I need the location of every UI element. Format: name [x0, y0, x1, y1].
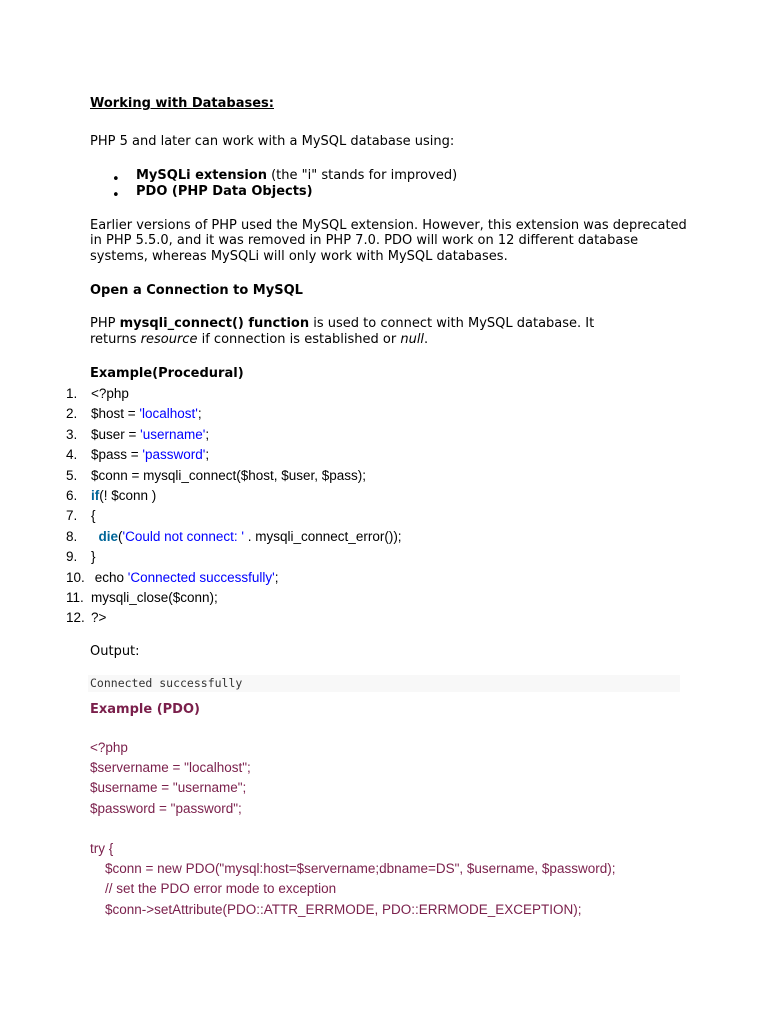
code-line: [91, 549, 96, 565]
pdo-code-line: $servername = "localhost";: [90, 760, 251, 775]
section-title: Open a Connection to MySQL: [90, 283, 303, 298]
code-keyword: if: [91, 488, 100, 503]
code-text: . mysqli_connect_error());: [244, 529, 402, 544]
code-line: [91, 508, 96, 524]
code-line: [91, 590, 218, 606]
code-line-number: 3.: [66, 427, 78, 442]
connect-desc-function: mysqli_connect() function: [119, 316, 310, 331]
code-text: ;: [274, 570, 279, 585]
code-string: 'password': [142, 447, 206, 462]
code-line-number: 1.: [66, 386, 78, 401]
code-text: $user =: [91, 427, 141, 442]
code-text: $host =: [91, 406, 140, 421]
connect-desc-text: PHP: [90, 316, 120, 331]
connect-desc-text: returns: [90, 332, 141, 347]
history-line-1: Earlier versions of PHP used the MySQL extension. However, this extension was deprecated: [90, 218, 687, 233]
bullet-item-pdo: [136, 184, 313, 199]
code-line-number: 10.: [66, 570, 85, 585]
code-line-number: 4.: [66, 447, 78, 462]
connect-desc-line-1: [90, 316, 594, 331]
code-text: ?>: [91, 610, 107, 625]
code-text: $conn = mysqli_connect($host, $user, $pass);: [91, 468, 367, 483]
code-text: {: [91, 508, 96, 523]
code-line-number: 11.: [66, 590, 84, 605]
code-text: (: [118, 529, 123, 544]
code-text: $pass =: [91, 447, 143, 462]
code-line-number: 2.: [66, 406, 78, 421]
code-line: [91, 570, 279, 586]
bullet-2: [112, 184, 120, 203]
pdo-code-line: <?php: [90, 740, 128, 755]
code-text: [91, 529, 99, 544]
bullet-dot-icon: •: [112, 172, 120, 187]
code-keyword: die: [98, 529, 119, 544]
connect-desc-italic: null: [400, 332, 425, 347]
code-line: [91, 468, 366, 484]
code-string: 'Connected successfully': [127, 570, 275, 585]
code-line-number: 9.: [66, 549, 78, 564]
code-text: <?php: [91, 386, 129, 401]
pdo-code-line: $password = "password";: [90, 801, 242, 816]
code-line: [91, 529, 402, 545]
code-text: ;: [197, 406, 202, 421]
intro-text: PHP 5 and later can work with a MySQL database using:: [90, 134, 455, 149]
connect-desc-text: .: [424, 332, 429, 347]
output-label: Output:: [90, 644, 140, 659]
code-line-number: 12.: [66, 610, 85, 625]
code-text: ;: [205, 427, 210, 442]
code-text: }: [91, 549, 96, 564]
pdo-code-line: $conn = new PDO("mysql:host=$servername;dbname=DS", $username, $password);: [90, 861, 616, 876]
pdo-code-line: // set the PDO error mode to exception: [90, 881, 337, 896]
pdo-code-line: try {: [90, 841, 114, 856]
code-line: [91, 386, 129, 402]
code-string: 'Could not connect: ': [122, 529, 245, 544]
code-string: 'username': [140, 427, 206, 442]
code-line: [91, 406, 202, 422]
code-line: [91, 427, 209, 443]
code-text: mysqli_close($conn);: [91, 590, 218, 605]
output-text: Connected successfully: [90, 676, 243, 690]
code-text: (! $conn ): [99, 488, 157, 503]
code-string: 'localhost': [139, 406, 198, 421]
example-pdo-title: Example (PDO): [90, 702, 200, 717]
pdo-code-line: $conn->setAttribute(PDO::ATTR_ERRMODE, PDO::ERRMODE_EXCEPTION);: [90, 902, 582, 917]
code-line-number: 6.: [66, 488, 78, 503]
code-line-number: 7.: [66, 508, 78, 523]
history-line-3: systems, whereas MySQLi will only work with MySQL databases.: [90, 249, 508, 264]
pdo-code-line: $username = "username";: [90, 780, 247, 795]
bullet-item-rest: (the "i" stands for improved): [266, 168, 458, 183]
bullet-dot-icon: •: [112, 188, 120, 203]
bullet-item-mysqli: [136, 168, 457, 183]
code-line-number: 5.: [66, 468, 78, 483]
code-text: echo: [91, 570, 128, 585]
example-procedural-title: Example(Procedural): [90, 366, 244, 381]
page-heading: Working with Databases:: [90, 96, 274, 111]
bullet-item-bold: MySQLi extension: [136, 168, 267, 183]
code-line: [91, 447, 209, 463]
connect-desc-text: if connection is established or: [197, 332, 401, 347]
connect-desc-line-2: [90, 332, 428, 347]
code-line: [91, 610, 106, 626]
connect-desc-italic: resource: [140, 332, 198, 347]
bullet-item-bold: PDO (PHP Data Objects): [136, 184, 313, 199]
history-line-2: in PHP 5.5.0, and it was removed in PHP 7.0. PDO will work on 12 different database: [90, 233, 639, 248]
code-line: [91, 488, 156, 504]
code-line-number: 8.: [66, 529, 78, 544]
code-text: ;: [205, 447, 210, 462]
connect-desc-text: is used to connect with MySQL database. It: [309, 316, 595, 331]
